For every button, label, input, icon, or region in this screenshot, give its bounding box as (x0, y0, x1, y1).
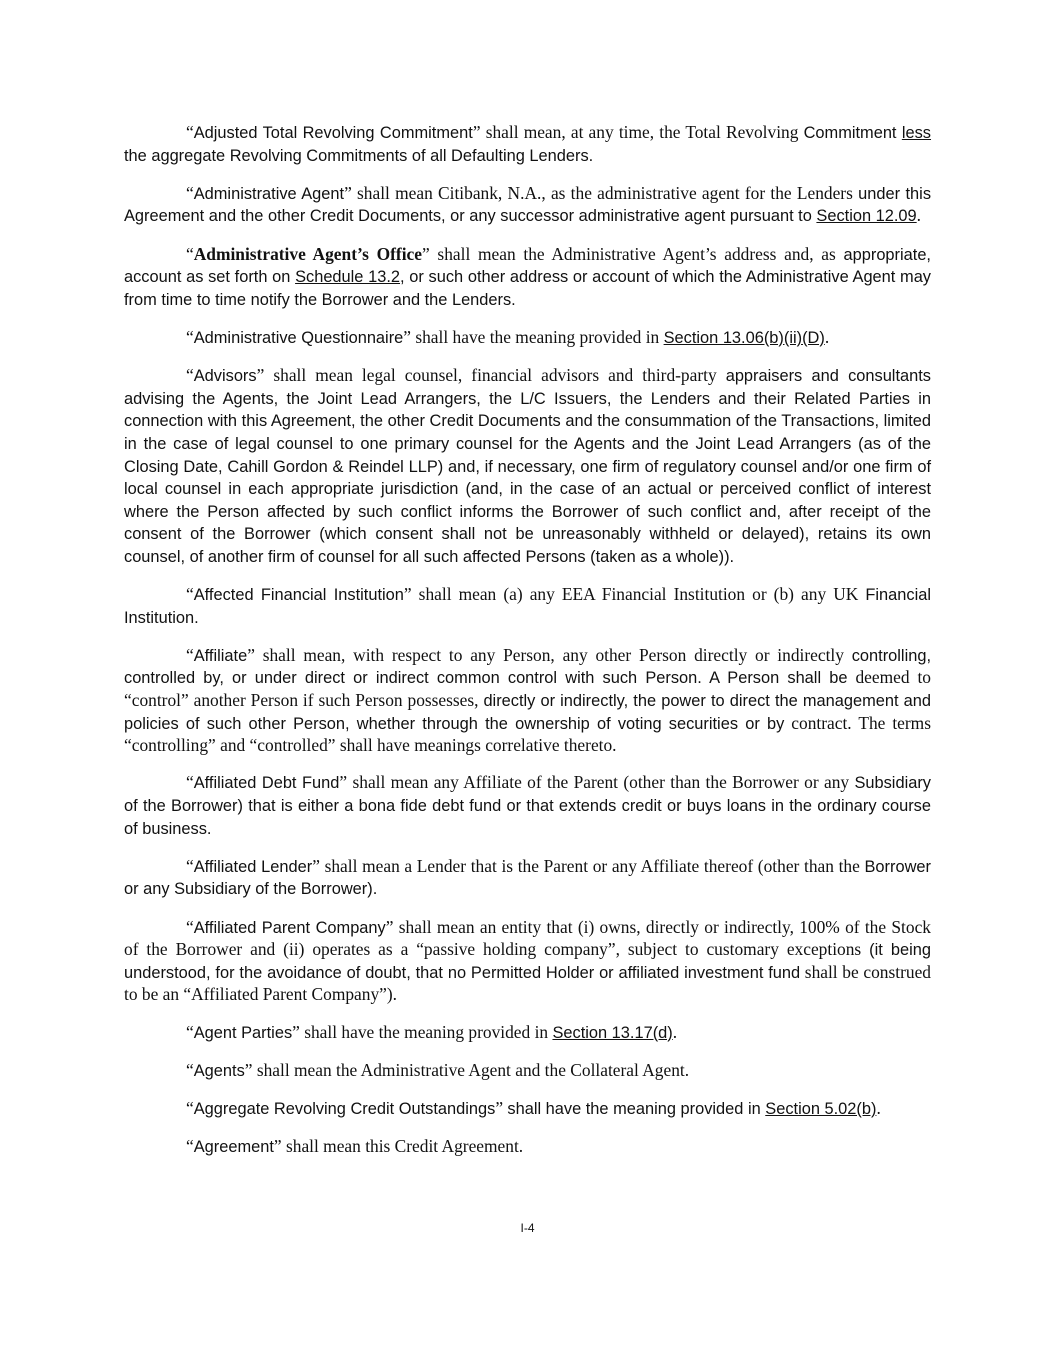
text-segment: “ (186, 644, 194, 665)
text-segment: “ (186, 1136, 194, 1157)
definition-paragraph (124, 365, 931, 568)
text-segment: ” shall mean (a) any EEA Financial Institution or (b) any UK (403, 584, 866, 605)
text-segment: “ (186, 243, 194, 264)
defined-term: Affiliated Parent Company (193, 918, 386, 937)
text-segment: deemed to “control” another Person if such Person possesses, (124, 667, 932, 711)
text-segment: “ (186, 182, 194, 203)
text-segment: the aggregate Revolving Commitments of all Defaulting Lenders. (124, 146, 594, 165)
definition-paragraph (124, 122, 931, 167)
definition-paragraph (124, 183, 931, 228)
definition-paragraph (124, 856, 931, 901)
definition-paragraph (124, 1098, 931, 1121)
text-segment: . (672, 1021, 678, 1042)
text-segment: ” shall have the meaning provided in (403, 326, 664, 347)
text-segment: ” shall mean a Lender that is the Parent or any Affiliate thereof (other than the (312, 855, 865, 876)
text-segment: ” shall mean, at any time, the Total Revolving (472, 122, 804, 142)
text-segment: shall be construed to be an “Affiliated Parent Company”). (124, 961, 931, 1005)
text-segment: ” shall mean, with respect to any Person, any other Person directly or indirectly (247, 644, 852, 665)
cross-reference: Section 13.17(d) (552, 1023, 673, 1042)
text-segment: ” shall mean any Affiliate of the Parent (other than the Borrower or any (339, 772, 855, 793)
text-segment: “ (186, 365, 194, 386)
cross-reference: Section 12.09 (816, 207, 917, 226)
text-segment: . (824, 326, 830, 347)
text-segment: “ (186, 1097, 194, 1118)
definition-paragraph (124, 1060, 931, 1083)
text-segment: “ (186, 122, 194, 142)
defined-term: Administrative Agent’s Office (193, 243, 422, 264)
text-segment: “ (186, 584, 194, 605)
definition-paragraph (124, 1136, 931, 1159)
cross-reference: Section 13.06(b)(ii)(D) (663, 328, 825, 347)
defined-term: Adjusted Total Revolving Commitment (193, 124, 473, 142)
text-segment: ” shall mean the Administrative Agent and the Collateral Agent. (244, 1059, 690, 1080)
text-segment: . (876, 1097, 881, 1118)
defined-term: Affected Financial Institution (193, 586, 404, 605)
cross-reference: less (901, 124, 932, 142)
definition-paragraph (124, 772, 931, 840)
definition-paragraph (124, 327, 931, 350)
defined-term: Administrative Questionnaire (193, 328, 404, 347)
text-segment: contract. The terms “controlling” and “controlled” shall have meanings correlative thereto. (124, 712, 931, 756)
document-body (124, 122, 931, 1174)
page-number: I-4 (520, 1221, 535, 1235)
text-segment: “ (186, 855, 194, 876)
text-segment: . (916, 205, 922, 226)
cross-reference: Schedule 13.2 (295, 268, 401, 287)
text-segment: ” shall mean legal counsel, financial advisors and third-party (256, 365, 726, 386)
cross-reference: Section 5.02(b) (765, 1099, 877, 1118)
definition-paragraph (124, 244, 931, 312)
text-segment: ” shall mean this Credit Agreement. (273, 1136, 524, 1157)
text-segment: “ (186, 772, 194, 793)
defined-term: Agreement (193, 1138, 274, 1157)
defined-term: Aggregate Revolving Credit Outstandings (193, 1099, 496, 1118)
text-segment: ” (495, 1097, 508, 1118)
text-segment: “ (186, 1021, 194, 1042)
definition-paragraph (124, 645, 931, 757)
text-segment: ” shall mean the Administrative Agent’s address and, as (422, 243, 844, 264)
text-segment: Subsidiary of the Borrower) that is either a bona fide debt fund or that extends credit or buys loans in the ordinary course of business. (124, 774, 931, 838)
text-segment: “ (186, 326, 194, 347)
defined-term: Administrative Agent (193, 184, 345, 203)
text-segment: shall have the meaning provided in (507, 1099, 766, 1118)
definition-paragraph (124, 917, 931, 1006)
defined-term: Affiliated Debt Fund (193, 774, 340, 793)
text-segment: Borrower or any Subsidiary of the Borrower). (124, 857, 931, 899)
text-segment: , or such other address or account of which the Administrative Agent may from time to time notify the Borrower and the Lenders. (124, 268, 932, 309)
text-segment: (it being understood, for the avoidance of doubt, that no Permitted Holder or affiliated investment fund (124, 941, 931, 982)
defined-term: Affiliate (193, 646, 248, 665)
defined-term: Affiliated Lender (193, 857, 313, 876)
text-segment: Financial Institution. (124, 586, 932, 627)
text-segment: ” shall have the meaning provided in (292, 1021, 553, 1042)
defined-term: Agent Parties (193, 1023, 293, 1042)
text-segment: Commitment (803, 124, 902, 142)
text-segment: ” shall mean Citibank, N.A., as the administrative agent for the Lenders (344, 182, 859, 203)
defined-term: Agents (193, 1061, 245, 1080)
definition-paragraph (124, 584, 931, 629)
text-segment: “ (186, 916, 194, 937)
defined-term: Advisors (193, 367, 257, 386)
text-segment: “ (186, 1059, 194, 1080)
text-segment: directly or indirectly, the power to direct the management and policies of such other Person, whether through the ownership of voting securities or by (124, 692, 931, 733)
text-segment: under this Agreement and the other Credit Documents, or any successor administrative agent pursuant to (124, 184, 932, 226)
text-segment: ” shall mean an entity that (i) owns, directly or indirectly, 100% of the Stock of the Borrower and (ii) operates as a “passive holding company”, subject to customary exceptions (124, 916, 932, 960)
definition-paragraph (124, 1022, 931, 1045)
text-segment: controlling, controlled by, or under direct or indirect common control with such Person. A Person shall be (124, 646, 931, 688)
text-segment: appropriate, account as set forth on (124, 245, 931, 287)
text-segment: appraisers and consultants advising the Agents, the Joint Lead Arrangers, the L/C Issuers, the Lenders and their Related Parties in connection with this Agreement, the other Credit Documents and the consummation of the Transactions, limited in the case of legal counsel to one primary counsel for the Agents and the Joint Lead Arrangers (as of the Closing Date, Cahill Gordon & Reindel LLP) and, if necessary, one firm of regulatory counsel and/or one firm of local counsel in each appropriate jurisdiction (and, in the case of an actual or perceived conflict of interest where the Person affected by such conflict informs the Borrower of such conflict and, after receipt of the consent of the Borrower (which consent shall not be unreasonably withheld or delayed), retains its own counsel, of another firm of counsel for all such affected Persons (taken as a whole)). (124, 367, 931, 566)
